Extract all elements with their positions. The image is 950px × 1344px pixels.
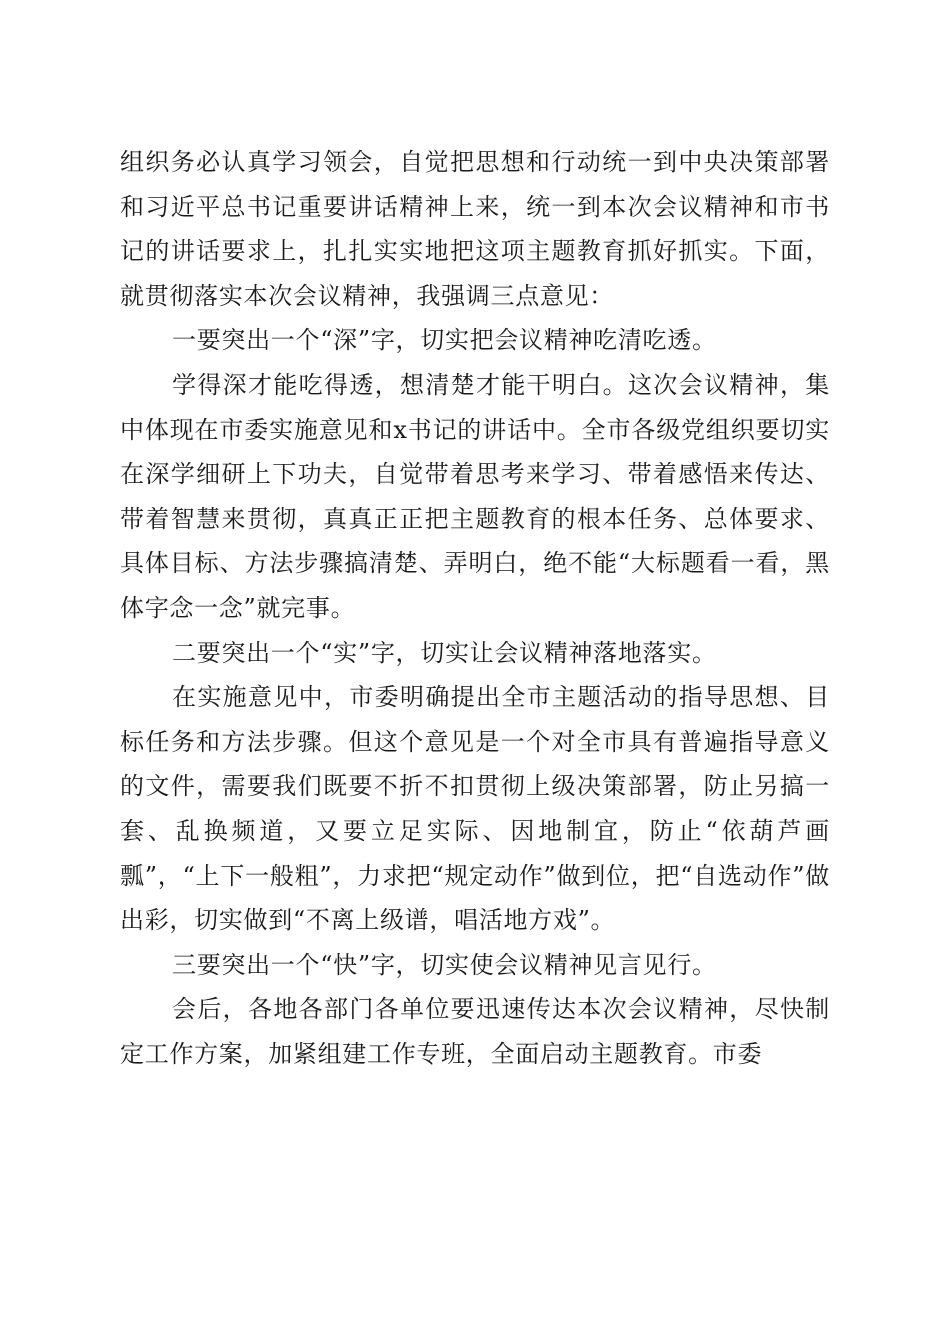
paragraph-point-two: 在实施意见中，市委明确提出全市主题活动的指导思想、目标任务和方法步骤。但这个意见是一个对全市具有普遍指导意义的文件，需要我们既要不折不扣贯彻上级决策部署，防止另搞一套、乱换频道，又要立足实际、因地制宜，防止“依葫芦画瓢”，“上下一般粗”，力求把“规定动作”做到位，把“自选动作”做出彩，切实做到“不离上级谱，唱活地方戏”。 [120,683,830,935]
heading-point-one: 一要突出一个“深”字，切实把会议精神吃清吃透。 [172,326,717,355]
heading-point-three: 三要突出一个“快”字，切实使会议精神见言见行。 [172,950,717,979]
paragraph-point-three: 会后，各地各部门各单位要迅速传达本次会议精神，尽快制定工作方案，加紧组建工作专班，全面启动主题教育。市委 [120,995,830,1068]
paragraph-point-one: 学得深才能吃得透，想清楚才能干明白。这次会议精神，集中体现在市委实施意见和x书记的讲话中。全市各级党组织要切实在深学细研上下功夫，自觉带着思考来学习、带着感悟来传达、带着智慧来贯彻，真真正正把主题教育的根本任务、总体要求、具体目标、方法步骤搞清楚、弄明白，绝不能“大标题看一看，黑体字念一念”就完事。 [120,370,830,622]
document-body [120,140,830,1076]
heading-point-two: 二要突出一个“实”字，切实让会议精神落地落实。 [172,638,717,667]
paragraph-continuation: 组织务必认真学习领会，自觉把思想和行动统一到中央决策部署和习近平总书记重要讲话精神上来，统一到本次会议精神和市书记的讲话要求上，扎扎实实地把这项主题教育抓好抓实。下面，就贯彻落实本次会议精神，我强调三点意见： [120,148,830,310]
